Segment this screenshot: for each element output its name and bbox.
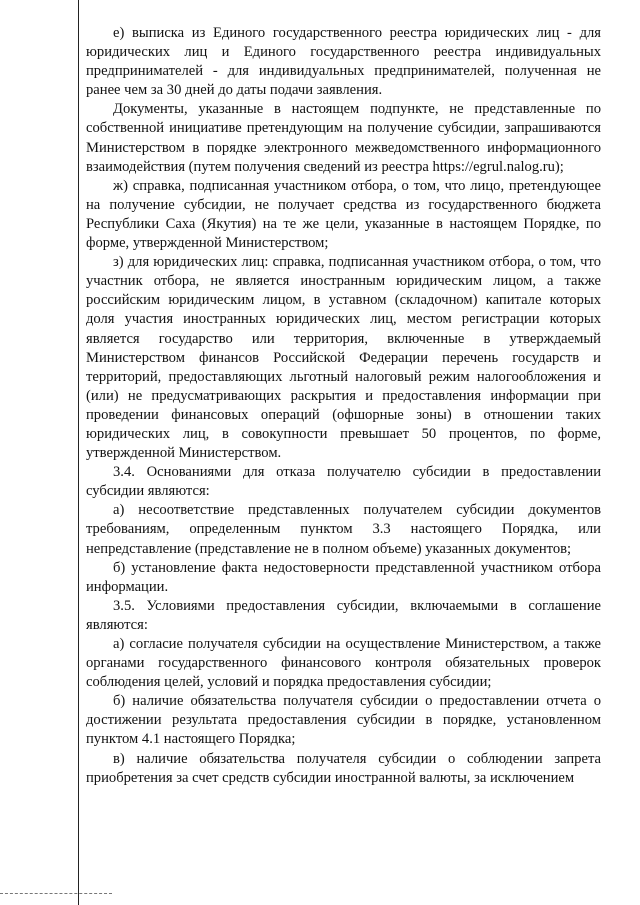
paragraph-3-5-conditions: 3.5. Условиями предоставления субсидии, включаемыми в соглашение являются: [86, 597, 601, 633]
left-margin-line [78, 0, 79, 905]
bottom-dashed-rule [0, 893, 112, 894]
paragraph-3-4-b: б) установление факта недостоверности представленной участником отбора информации. [86, 559, 601, 595]
paragraph-e-extract: е) выписка из Единого государственного реестра юридических лиц - для юридических лиц и Единого государственного реестра индивидуальных предпринимателей - для индивидуальных предпринимателей, полученная не ранее чем за 30 дней до даты подачи заявления. [86, 25, 601, 99]
paragraph-3-5-a: а) согласие получателя субсидии на осуществление Министерством, а также органами государственного финансового контроля обязательных проверок соблюдения целей, условий и порядка предоставления субсидии; [86, 636, 601, 691]
paragraph-3-5-b: б) наличие обязательства получателя субсидии о предоставлении отчета о достижении результата предоставления субсидии в порядке, установленном пунктом 4.1 настоящего Порядка; [86, 693, 601, 748]
paragraph-3-4-refusal-grounds: 3.4. Основаниями для отказа получателю субсидии в предоставлении субсидии являются: [86, 464, 601, 500]
paragraph-3-5-v: в) наличие обязательства получателя субсидии о соблюдении запрета приобретения за счет средств субсидии иностранной валюты, за исключением [86, 750, 601, 786]
paragraph-z-legal-entities: з) для юридических лиц: справка, подписанная участником отбора, о том, что участник отбора, не является иностранным юридическим лицом, а также российским юридическим лицом, в уставном (складочном) капитале которых доля участия иностранных юридических лиц, местом регистрации которых является государство или территория, включенные в утверждаемый Министерством финансов Российской Федерации перечень государств и территорий, предоставляющих льготный налоговый режим налогообложения и (или) не предусматривающих раскрытия и предоставления информации при проведении финансовых операций (офшорные зоны) в отношении таких юридических лиц, в совокупности превышает 50 процентов, по форме, утвержденной Министерством. [86, 254, 601, 462]
document-body [86, 24, 601, 788]
paragraph-3-4-a: а) несоответствие представленных получателем субсидии документов требованиям, определенным пунктом 3.3 настоящего Порядка, или непредставление (представление не в полном объеме) указанных документов; [86, 502, 601, 557]
paragraph-zh-certificate: ж) справка, подписанная участником отбора, о том, что лицо, претендующее на получение субсидии, не получает средства из государственного бюджета Республики Саха (Якутия) на те же цели, указанные в настоящем Порядке, по форме, утвержденной Министерством; [86, 177, 601, 252]
paragraph-documents-requested: Документы, указанные в настоящем подпункте, не представленные по собственной инициативе претендующим на получение субсидии, запрашиваются Министерством в порядке электронного межведомственного информационного взаимодействия (путем получения сведений из реестра https://egrul.nalog.ru); [86, 101, 601, 175]
